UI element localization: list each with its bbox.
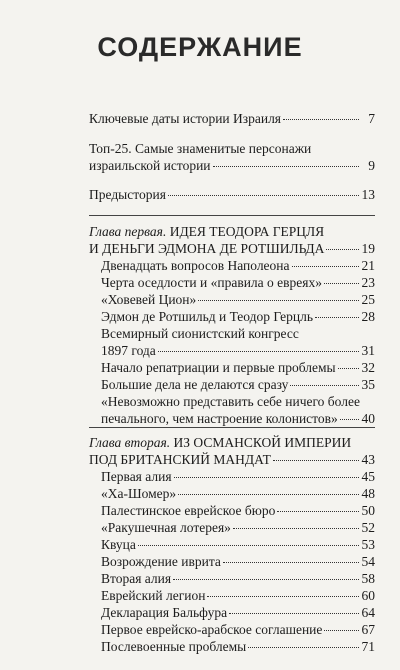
dot-leader — [198, 300, 359, 301]
toc-entry-prehistory — [89, 186, 375, 203]
toc-subentry — [101, 604, 375, 621]
entry-page: 25 — [361, 292, 375, 307]
chapter-title-line2: ПОД БРИТАНСКИЙ МАНДАТ — [89, 452, 271, 467]
entry-text: Квуца — [101, 537, 136, 552]
entry-page: 67 — [361, 622, 375, 637]
dot-leader — [292, 266, 359, 267]
entry-page: 13 — [361, 187, 375, 202]
dot-leader — [324, 283, 359, 284]
page-title: СОДЕРЖАНИЕ — [97, 32, 303, 62]
toc-subentry — [101, 325, 375, 359]
chapter-1-heading — [89, 223, 375, 257]
entry-page: 60 — [361, 588, 375, 603]
entry-page: 71 — [361, 639, 375, 654]
entry-page: 32 — [361, 360, 375, 375]
dot-leader — [207, 596, 359, 597]
chapter-label: Глава вторая. — [89, 435, 171, 450]
dot-leader — [338, 368, 359, 369]
toc-entry-top25 — [89, 140, 375, 174]
entry-text: Большие дела не делаются сразу — [101, 377, 289, 392]
entry-page: 23 — [361, 275, 375, 290]
entry-page: 48 — [361, 486, 375, 501]
entry-text-line1: Всемирный сионистский конгресс — [101, 326, 299, 341]
entry-page: 52 — [361, 520, 375, 535]
entry-text: Эдмон де Ротшильд и Теодор Герцль — [101, 309, 314, 324]
entry-text: печального, чем настроение колонистов» — [101, 411, 338, 426]
entry-text: «Ракушечная лотерея» — [101, 520, 231, 535]
dot-leader — [324, 630, 359, 631]
section-divider — [89, 427, 375, 428]
entry-page: 7 — [368, 111, 375, 126]
entry-page: 21 — [361, 258, 375, 273]
toc-subentry — [101, 291, 375, 308]
entry-text: Первое еврейско-арабское соглашение — [101, 622, 323, 637]
entry-text: Послевоенные проблемы — [101, 639, 247, 654]
entry-text: Еврейский легион — [101, 588, 206, 603]
chapter-label: Глава первая. — [89, 224, 167, 239]
toc-subentry — [101, 638, 375, 655]
toc-entry-key-dates — [89, 110, 375, 127]
dot-leader — [229, 613, 359, 614]
toc-subentry — [101, 485, 375, 502]
dot-leader — [273, 460, 359, 461]
dot-leader — [283, 119, 359, 120]
entry-text: Ключевые даты истории Израиля — [89, 111, 282, 126]
entry-text-line1: «Невозможно представить себе ничего более — [101, 394, 360, 409]
chapter-2-heading — [89, 434, 375, 468]
toc-subentry — [101, 468, 375, 485]
entry-page: 43 — [361, 452, 375, 467]
toc-subentry — [101, 536, 375, 553]
toc-subentry — [101, 553, 375, 570]
entry-text: Черта оседлости и «правила о евреях» — [101, 275, 322, 290]
entry-text: Первая алия — [101, 469, 172, 484]
entry-page: 28 — [361, 309, 375, 324]
entry-text: Возрождение иврита — [101, 554, 221, 569]
toc-subentry — [101, 274, 375, 291]
entry-page: 54 — [361, 554, 375, 569]
dot-leader — [174, 477, 359, 478]
dot-leader — [290, 385, 359, 386]
dot-leader — [233, 528, 359, 529]
entry-text: Начало репатриации и первые проблемы — [101, 360, 336, 375]
dot-leader — [340, 419, 359, 420]
dot-leader — [223, 562, 359, 563]
entry-page: 45 — [361, 469, 375, 484]
entry-page: 9 — [368, 158, 375, 173]
toc-subentry — [101, 502, 375, 519]
entry-page: 19 — [361, 241, 375, 256]
dot-leader — [168, 195, 359, 196]
entry-text: 1897 года — [101, 343, 156, 358]
entry-page: 53 — [361, 537, 375, 552]
toc-subentry — [101, 308, 375, 325]
chapter-title-line2: И ДЕНЬГИ ЭДМОНА ДЕ РОТШИЛЬДА — [89, 241, 325, 256]
entry-page: 35 — [361, 377, 375, 392]
toc-subentry — [101, 359, 375, 376]
section-divider — [89, 215, 375, 216]
entry-text: Двенадцать вопросов Наполеона — [101, 258, 290, 273]
toc-subentry — [101, 393, 375, 427]
entry-text: Предыстория — [89, 187, 166, 202]
entry-page: 58 — [361, 571, 375, 586]
entry-text: «Ховевей Цион» — [101, 292, 197, 307]
entry-text: «Ха-Шомер» — [101, 486, 177, 501]
entry-text: израильской истории — [89, 158, 211, 173]
toc-subentry — [101, 570, 375, 587]
entry-text: Палестинское еврейское бюро — [101, 503, 276, 518]
toc-subentry — [101, 519, 375, 536]
dot-leader — [213, 166, 359, 167]
dot-leader — [173, 579, 359, 580]
toc-subentry — [101, 587, 375, 604]
entry-text: Декларация Бальфура — [101, 605, 228, 620]
dot-leader — [248, 647, 359, 648]
entry-text: Вторая алия — [101, 571, 172, 586]
entry-page: 40 — [361, 411, 375, 426]
dot-leader — [326, 249, 359, 250]
chapter-title-line1: ИДЕЯ ТЕОДОРА ГЕРЦЛЯ — [166, 224, 325, 239]
toc-subentry — [101, 376, 375, 393]
dot-leader — [315, 317, 359, 318]
toc-subentry — [101, 257, 375, 274]
dot-leader — [138, 545, 359, 546]
entry-page: 50 — [361, 503, 375, 518]
dot-leader — [178, 494, 359, 495]
chapter-title-line1: ИЗ ОСМАНСКОЙ ИМПЕРИИ — [170, 435, 352, 450]
entry-page: 64 — [361, 605, 375, 620]
dot-leader — [277, 511, 359, 512]
entry-page: 31 — [361, 343, 375, 358]
entry-text-line1: Топ-25. Самые знаменитые персонажи — [89, 141, 312, 156]
toc-subentry — [101, 621, 375, 638]
dot-leader — [158, 351, 359, 352]
